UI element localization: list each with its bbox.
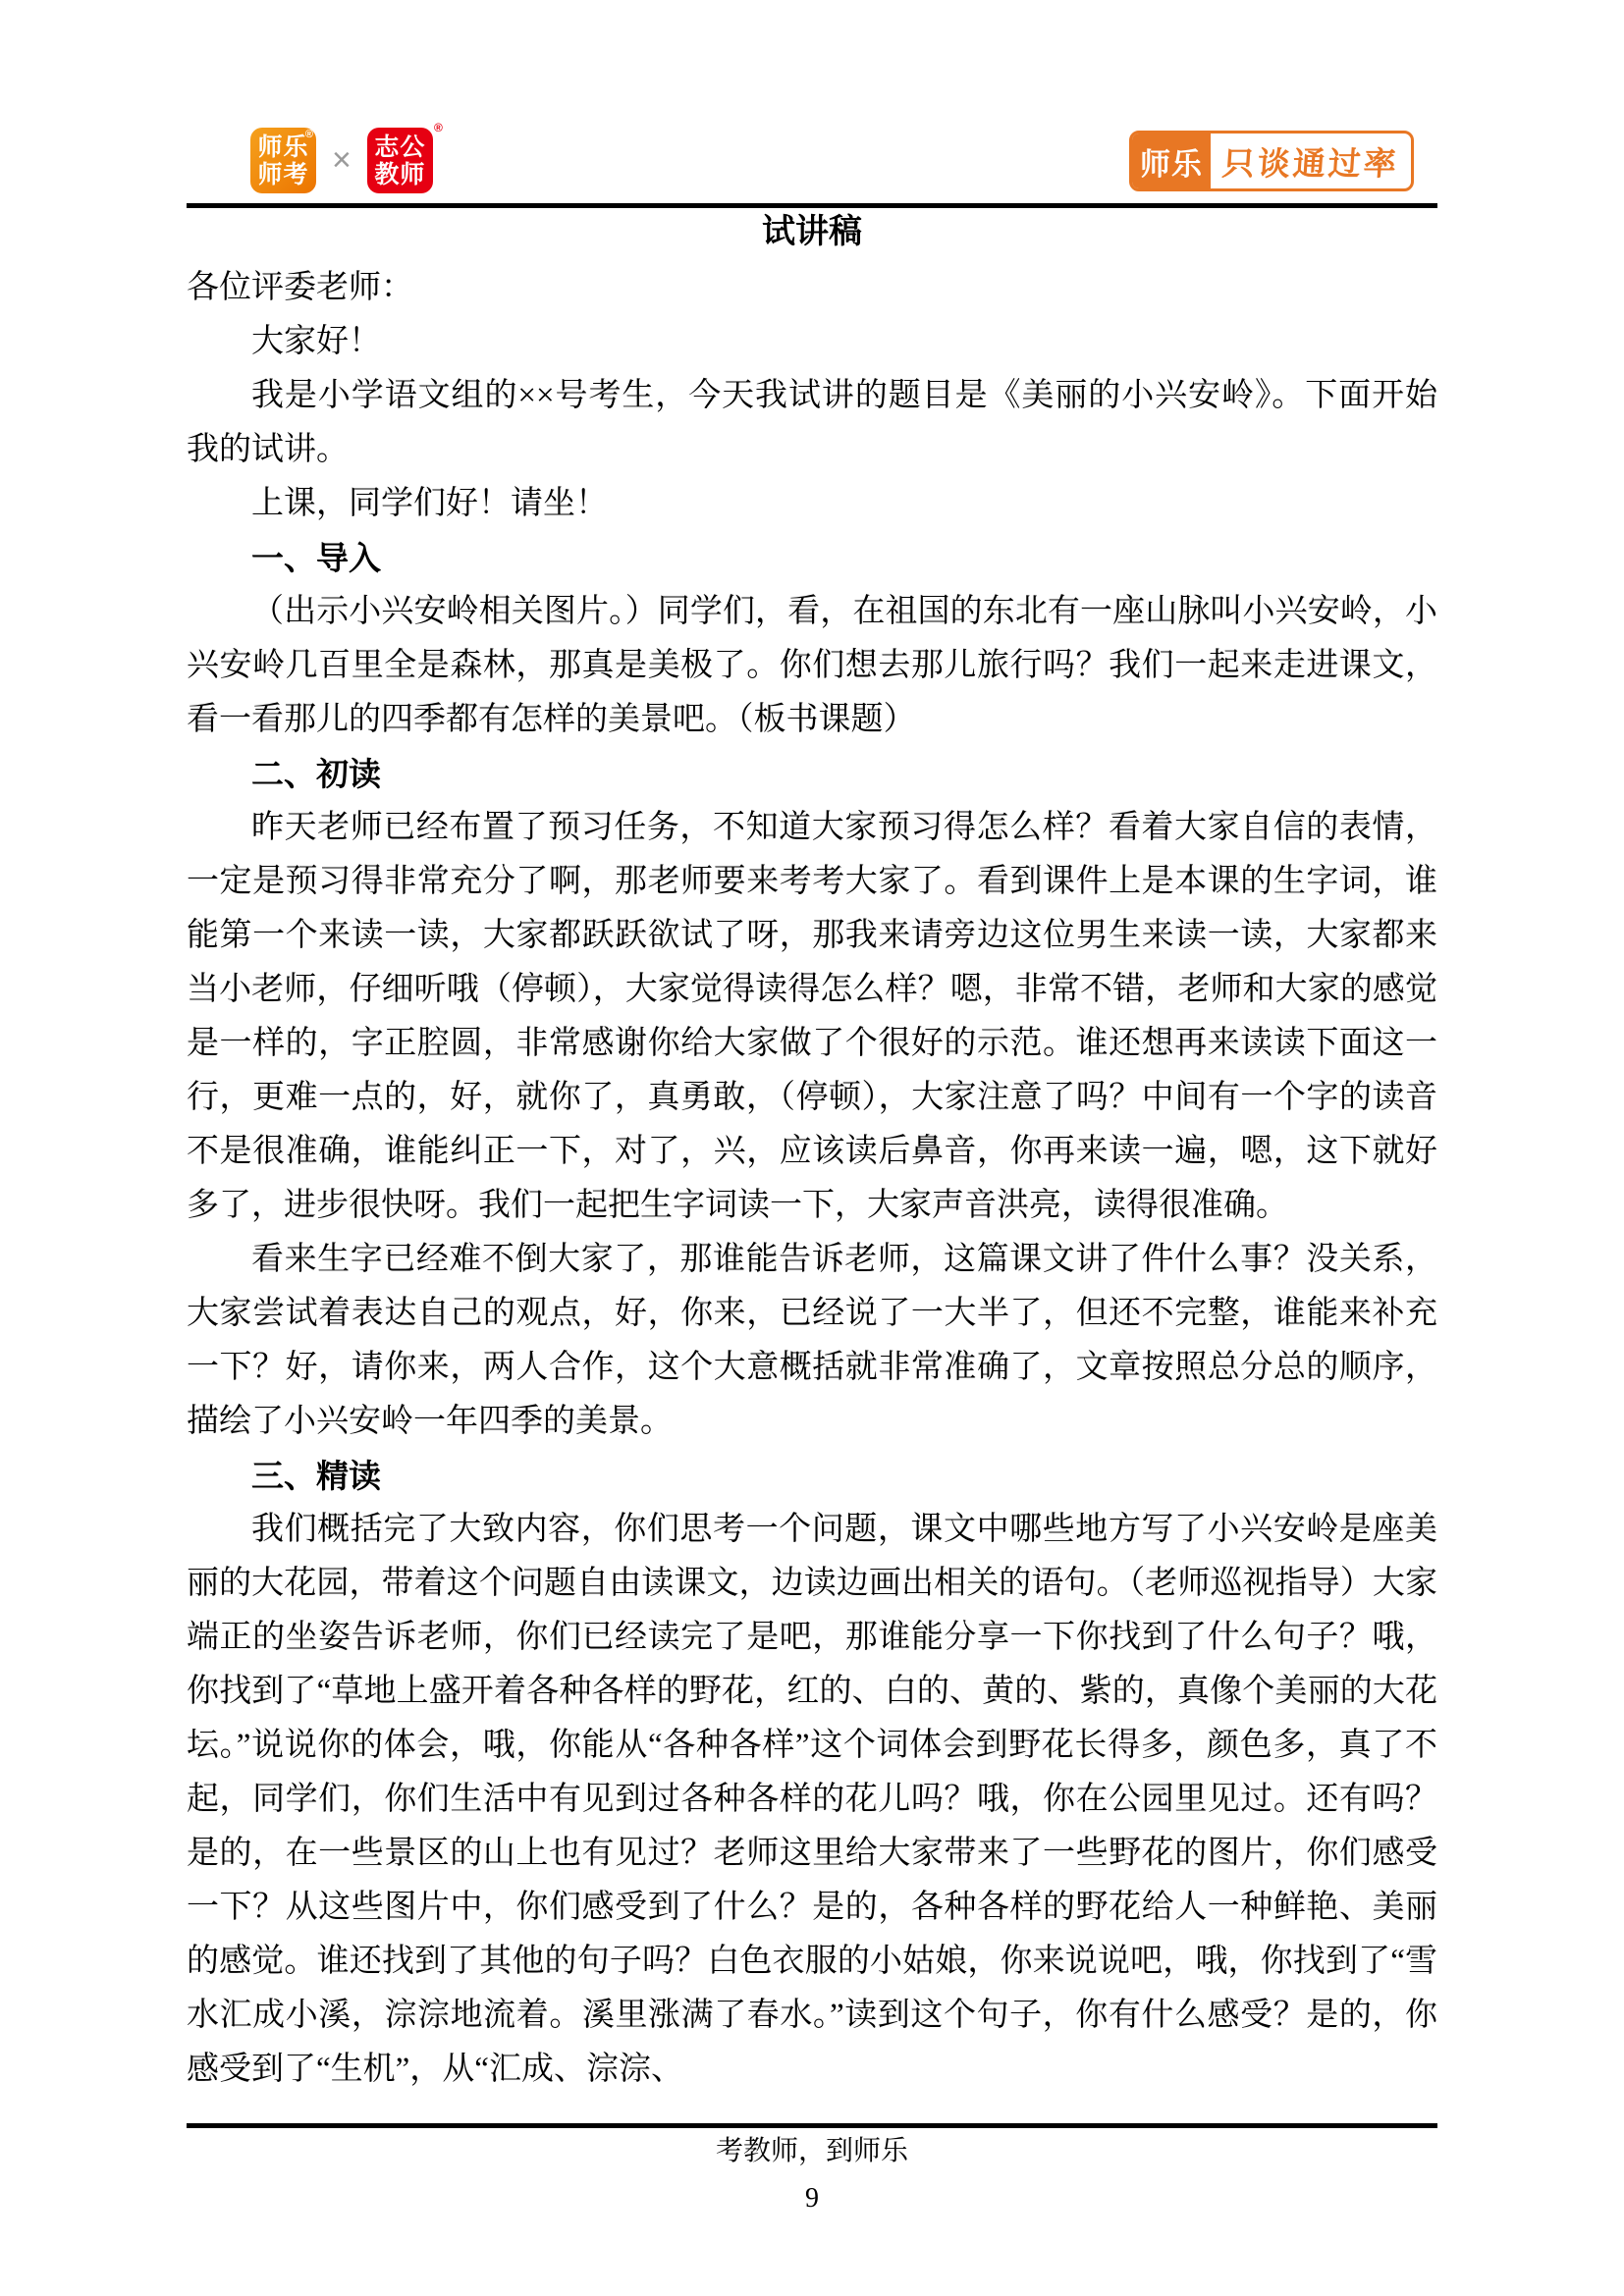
footer-divider	[187, 2123, 1437, 2128]
paragraph: 昨天老师已经布置了预习任务，不知道大家预习得怎么样？看着大家自信的表情，一定是预习得非常充分了啊，那老师要来考考大家了。看到课件上是本课的生字词，谁能第一个来读一读，大家都跃跃欲试了呀，那我来请旁边这位男生来读一读，大家都来当小老师，仔细听哦（停顿），大家觉得读得怎么样？嗯，非常不错，老师和大家的感觉是一样的，字正腔圆，非常感谢你给大家做了个很好的示范。谁还想再来读读下面这一行，更难一点的，好，就你了，真勇敢，（停顿），大家注意了吗？中间有一个字的读音不是很准确，谁能纠正一下，对了，兴，应该读后鼻音，你再来读一遍，嗯，这下就好多了，进步很快呀。我们一起把生字词读一下，大家声音洪亮，读得很准确。	[187, 810, 1437, 1223]
paragraph: 我们概括完了大致内容，你们思考一个问题，课文中哪些地方写了小兴安岭是座美丽的大花园，带着这个问题自由读课文，边读边画出相关的语句。（老师巡视指导）大家端正的坐姿告诉老师，你们已经读完了是吧，那谁能分享一下你找到了什么句子？哦，你找到了“草地上盛开着各种各样的野花，红的、白的、黄的、紫的，真像个美丽的大花坛。”说说你的体会，哦，你能从“各种各样”这个词体会到野花长得多，颜色多，真了不起，同学们，你们生活中有见到过各种各样的花儿吗？哦，你在公园里见过。还有吗？是的，在一些景区的山上也有见过？老师这里给大家带来了一些野花的图片，你们感受一下？从这些图片中，你们感受到了什么？是的，各种各样的野花给人一种鲜艳、美丽的感觉。谁还找到了其他的句子吗？白色衣服的小姑娘，你来说说吧，哦，你找到了“雪水汇成小溪，淙淙地流着。溪里涨满了春水。”读到这个句子，你有什么感受？是的，你感受到了“生机”，从“汇成、淙淙、	[187, 1512, 1437, 2087]
section-heading: 二、初读	[251, 756, 381, 792]
paragraph: 大家好！	[251, 324, 381, 359]
registered-trademark-icon: ®	[304, 129, 313, 140]
shileshikao-logo-icon	[250, 128, 316, 193]
footer-slogan: 考教师，到师乐	[715, 2136, 908, 2166]
section-heading: 一、导入	[251, 540, 381, 576]
cross-icon: ×	[332, 141, 352, 179]
document-body	[187, 261, 1437, 2097]
logo-text-line1: 师乐	[257, 133, 309, 161]
logo-text-line1: 志公	[374, 133, 426, 161]
page-title: 试讲稿	[762, 213, 862, 250]
logo-text-line2: 师考	[257, 160, 309, 188]
paragraph: 我是小学语文组的××号考生，今天我试讲的题目是《美丽的小兴安岭》。下面开始我的试讲。	[187, 378, 1437, 467]
zhigong-logo-icon	[367, 121, 443, 193]
paragraph: 看来生字已经难不倒大家了，那谁能告诉老师，这篇课文讲了件什么事？没关系，大家尝试着表达自己的观点，好，你来，已经说了一大半了，但还不完整，谁能来补充一下？好，请你来，两人合作，这个大意概括就非常准确了，文章按照总分总的顺序，描绘了小兴安岭一年四季的美景。	[187, 1242, 1437, 1439]
document-content	[187, 207, 1437, 2097]
banner-slogan-label: 只谈通过率	[1220, 146, 1401, 183]
paragraph: 各位评委老师：	[187, 270, 413, 305]
header-logos	[250, 121, 443, 193]
slogan-banner	[1129, 131, 1414, 191]
page-number: 9	[805, 2183, 819, 2214]
registered-trademark-icon: ®	[434, 121, 443, 134]
paragraph: （出示小兴安岭相关图片。）同学们，看，在祖国的东北有一座山脉叫小兴安岭，小兴安岭几百里全是森林，那真是美极了。你们想去那儿旅行吗？我们一起来走进课文，看一看那儿的四季都有怎样的美景吧。（板书课题）	[187, 594, 1437, 737]
logo-text-line2: 教师	[374, 160, 426, 188]
banner-brand-label: 师乐	[1132, 133, 1211, 188]
paragraph: 上课，同学们好！请坐！	[251, 486, 608, 521]
section-heading: 三、精读	[251, 1458, 381, 1494]
